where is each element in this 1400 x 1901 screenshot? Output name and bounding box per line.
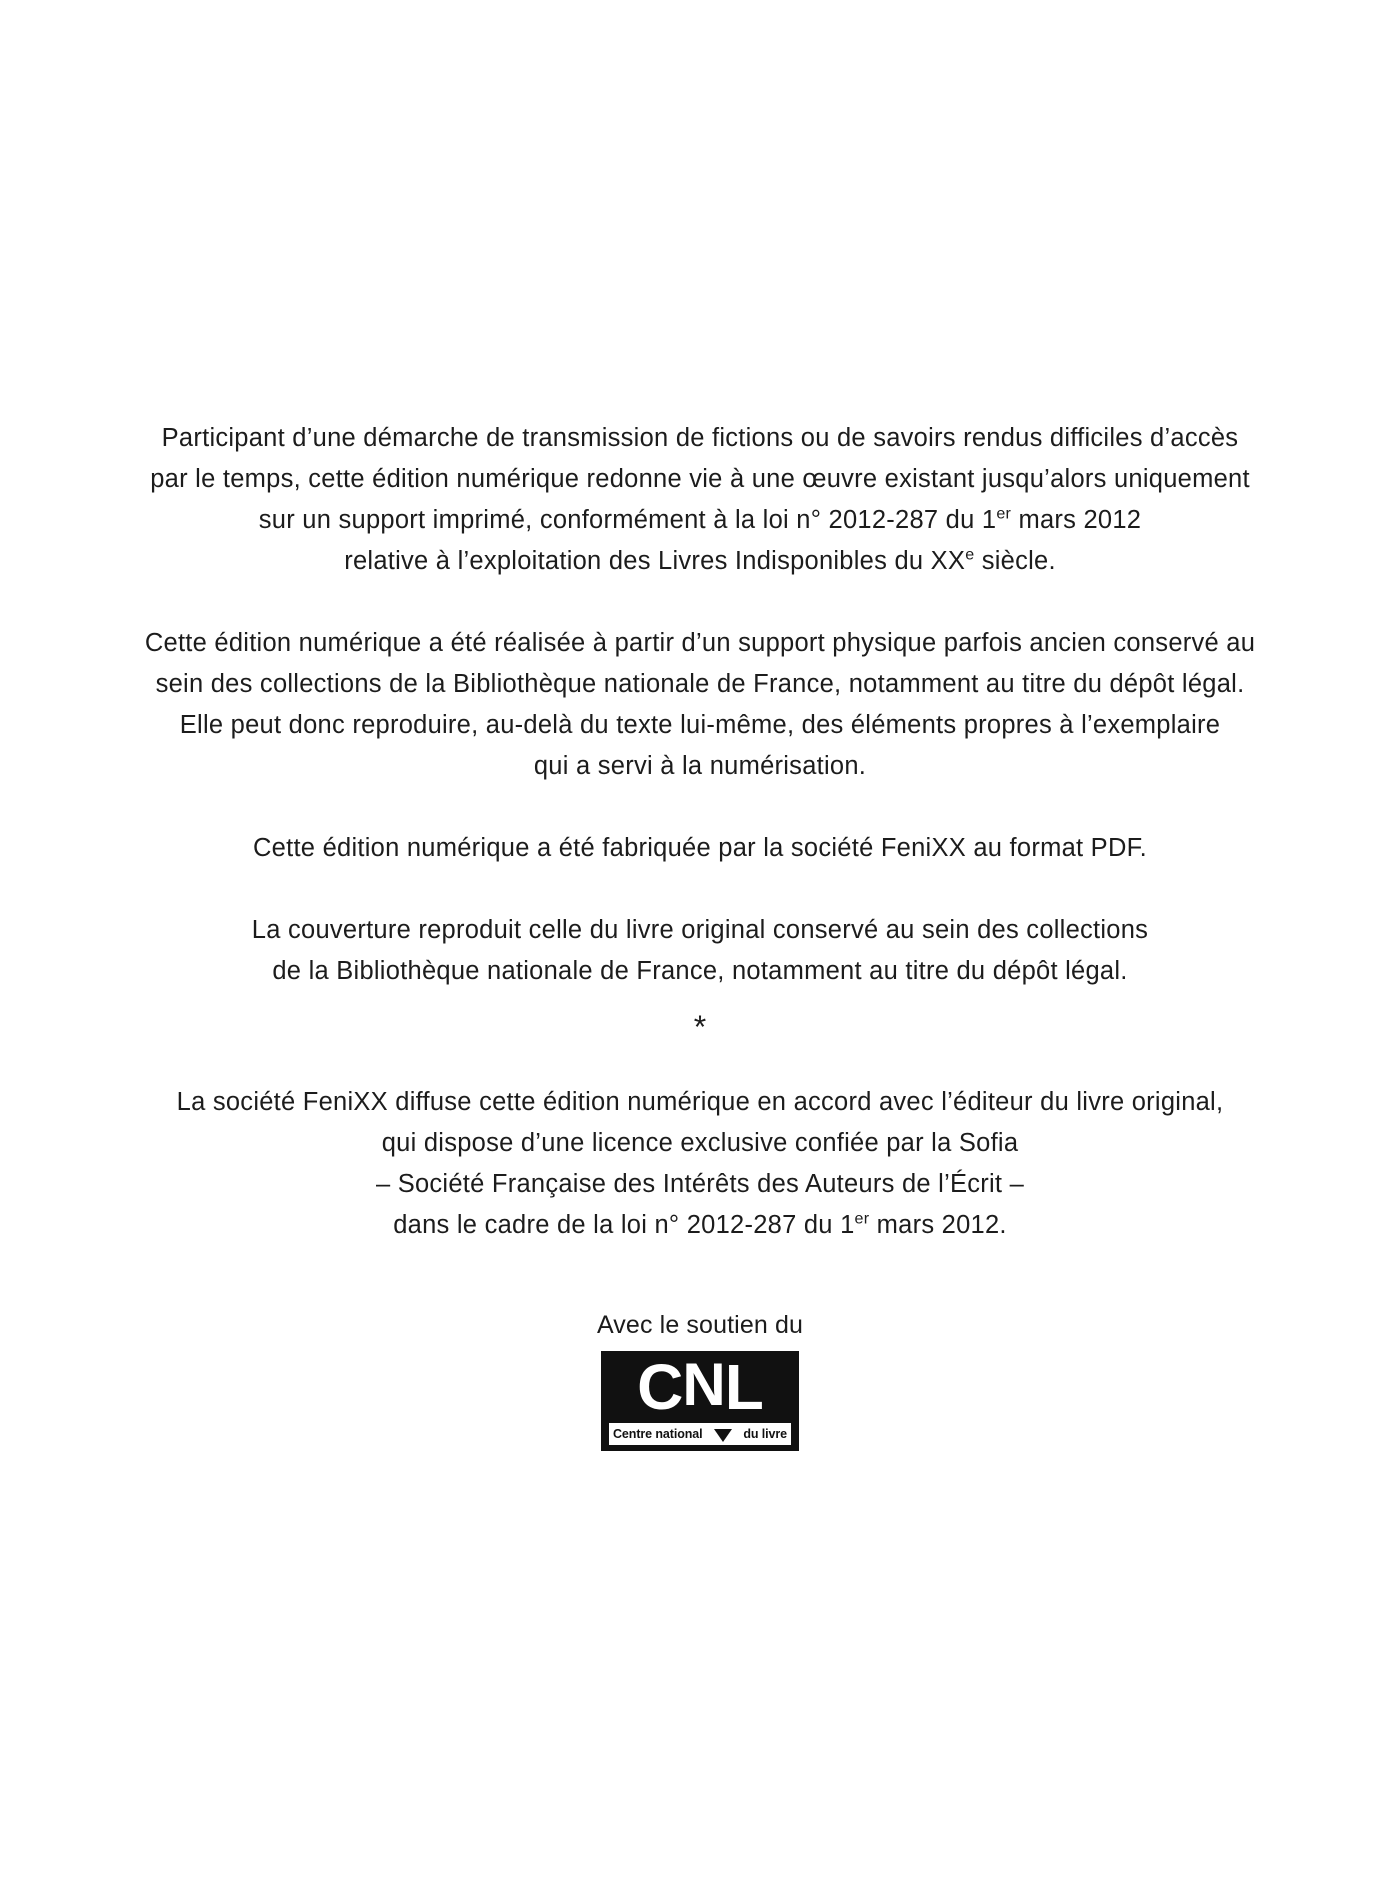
- cnl-logo-tagline: [609, 1423, 791, 1445]
- paragraph-line: qui a servi à la numérisation.: [533, 752, 867, 780]
- ordinal-suffix: er: [996, 504, 1012, 523]
- cnl-letter-c: C: [637, 1351, 683, 1423]
- paragraph-line: qui dispose d’une licence exclusive confiée par la Sofia: [381, 1129, 1019, 1157]
- paragraph-line: dans le cadre de la loi n° 2012-287 du 1er mars 2012.: [393, 1209, 1007, 1239]
- paragraph-line: La couverture reproduit celle du livre original conservé au sein des collections: [251, 916, 1149, 944]
- cnl-logo-letters: [601, 1353, 799, 1421]
- cnl-letter-n: N: [682, 1351, 725, 1418]
- paragraph-line: par le temps, cette édition numérique redonne vie à une œuvre existant jusqu’alors uniquement: [150, 465, 1250, 493]
- paragraph-line: Elle peut donc reproduire, au-delà du texte lui-même, des éléments propres à l’exemplaire: [179, 711, 1221, 739]
- paragraph-line: La société FeniXX diffuse cette édition numérique en accord avec l’éditeur du livre original,: [176, 1088, 1224, 1116]
- paragraph-line: Participant d’une démarche de transmission de fictions ou de savoirs rendus difficiles d’accès: [161, 424, 1239, 452]
- paragraph-line: Cette édition numérique a été réalisée à partir d’un support physique parfois ancien conservé au: [144, 629, 1256, 657]
- paragraph-cover: [140, 910, 1260, 992]
- cnl-letter-l: L: [724, 1351, 763, 1423]
- support-label: Avec le soutien du: [596, 1311, 804, 1339]
- paragraph-fabrication: [140, 828, 1260, 869]
- paragraph-line: Cette édition numérique a été fabriquée par la société FeniXX au format PDF.: [253, 834, 1147, 862]
- ordinal-suffix: er: [854, 1209, 870, 1228]
- cnl-tagline-right: du livre: [743, 1427, 787, 1441]
- paragraph-source-support: [140, 623, 1260, 787]
- triangle-icon: [714, 1429, 732, 1442]
- paragraph-line: – Société Française des Intérêts des Auteurs de l’Écrit –: [375, 1170, 1025, 1198]
- section-separator: *: [693, 1009, 707, 1045]
- paragraph-transmission: [140, 418, 1260, 582]
- cnl-logo: [601, 1351, 799, 1451]
- paragraph-line: de la Bibliothèque nationale de France, notamment au titre du dépôt légal.: [272, 957, 1128, 985]
- cnl-tagline-left: Centre national: [613, 1427, 703, 1441]
- notice-content: [0, 418, 1400, 1451]
- ordinal-suffix: e: [965, 545, 975, 564]
- paragraph-line: sur un support imprimé, conformément à la loi n° 2012-287 du 1er mars 2012: [258, 504, 1142, 534]
- paragraph-line: sein des collections de la Bibliothèque nationale de France, notamment au titre du dépôt légal.: [155, 670, 1245, 698]
- paragraph-distribution: [140, 1082, 1260, 1246]
- support-block: [0, 1310, 1400, 1451]
- paragraph-line: relative à l’exploitation des Livres Indisponibles du XXe siècle.: [344, 545, 1056, 575]
